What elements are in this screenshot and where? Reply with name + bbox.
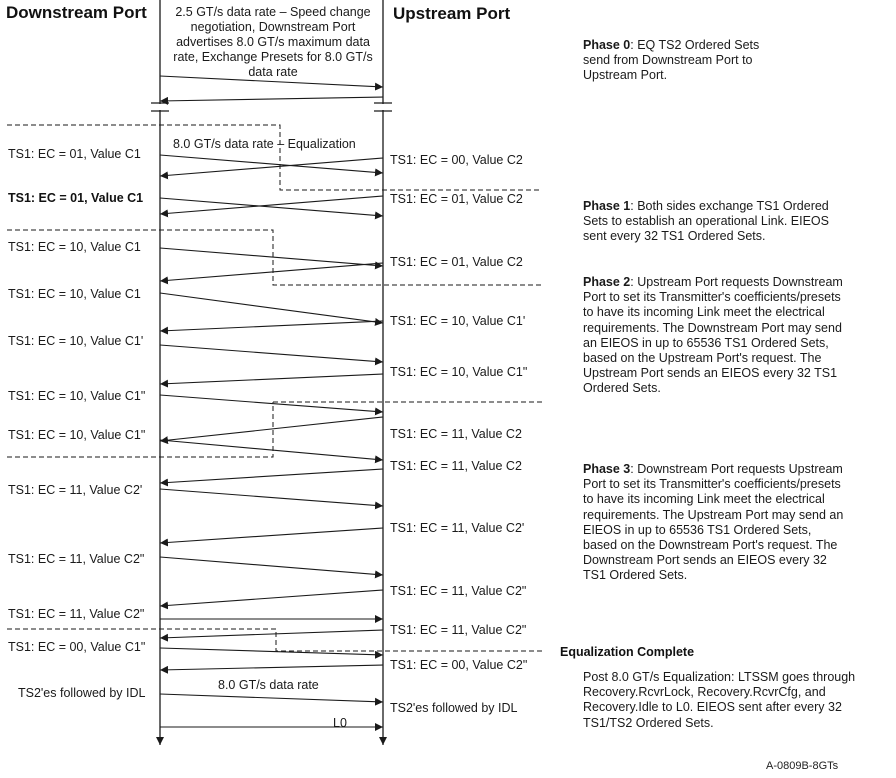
phase-2-text: : Upstream Port requests Downstream Port to set its Transmitter's coefficients/presets to have its incoming Link meet the electrical requirements. The Downstream Port may send an EIEOS in up to 65536 TS1 Ordered Sets, based on the Upstream Port's request. The Upstream Port sends an EIEOS every 32 TS1 Ordered Sets. <box>583 275 843 396</box>
right-label-8: TS1: EC = 11, Value C2' <box>390 521 525 535</box>
left-label-2: TS1: EC = 01, Value C1 <box>8 191 144 205</box>
right-label-3: TS1: EC = 01, Value C2 <box>390 255 523 269</box>
right-label-9: TS1: EC = 11, Value C2" <box>390 584 527 598</box>
left-label-4: TS1: EC = 10, Value C1 <box>8 287 141 301</box>
message-arrow-13 <box>160 395 383 412</box>
right-label-10: TS1: EC = 11, Value C2" <box>390 623 527 637</box>
upstream-port-header: Upstream Port <box>393 4 511 23</box>
message-arrow-9 <box>160 293 383 323</box>
message-arrow-12 <box>160 374 383 384</box>
message-arrow-11 <box>160 345 383 362</box>
rate-label: 8.0 GT/s data rate <box>218 678 319 692</box>
l0-label: L0 <box>333 716 347 730</box>
right-label-2: TS1: EC = 01, Value C2 <box>390 192 523 206</box>
message-arrow-4 <box>160 155 383 173</box>
message-arrow-7 <box>160 248 383 266</box>
message-arrow-6 <box>160 196 383 214</box>
message-arrow-3 <box>160 158 383 176</box>
left-label-11: TS1: EC = 00, Value C1" <box>8 640 146 654</box>
message-arrow-5 <box>160 198 383 216</box>
message-arrow-8 <box>160 263 383 281</box>
left-label-8: TS1: EC = 11, Value C2' <box>8 483 143 497</box>
message-arrow-2 <box>160 97 383 101</box>
message-arrow-19 <box>160 557 383 575</box>
message-arrow-16 <box>160 469 383 483</box>
right-label-11: TS1: EC = 00, Value C2" <box>390 658 528 672</box>
phase-3-title: Phase 3 <box>583 462 631 476</box>
right-label-1: TS1: EC = 00, Value C2 <box>390 153 523 167</box>
left-label-9: TS1: EC = 11, Value C2" <box>8 552 145 566</box>
phase-2-title: Phase 2 <box>583 275 631 289</box>
message-arrow-24 <box>160 665 383 670</box>
phase-2-description <box>583 275 848 397</box>
equalization-complete-label: Equalization Complete <box>560 645 695 659</box>
post-equalization-note: Post 8.0 GT/s Equalization: LTSSM goes through Recovery.RcvrLock, Recovery.RcvrCfg, and Recovery.Idle to L0. EIEOS sent after every 32 TS1/TS2 Ordered Sets. <box>583 670 856 730</box>
message-arrow-17 <box>160 489 383 506</box>
phase-3-text: : Downstream Port requests Upstream Port to set its Transmitter's coefficients/presets to have its incoming Link meet the electrical requirements. The Upstream Port may send an EIEOS in up to 65536 TS1 Ordered Sets, based on the Downstream Port's request. The Downstream Port sends an EIEOS every 32 TS1 Ordered Sets. <box>583 462 844 583</box>
phase-0-text: : EQ TS2 Ordered Sets send from Downstream Port to Upstream Port. <box>583 38 760 83</box>
speed-change-note: 2.5 GT/s data rate – Speed change negotiation, Downstream Port advertises 8.0 GT/s maximum data rate, Exchange Presets for 8.0 GT/s data rate <box>173 5 373 79</box>
phase-3-description <box>583 462 848 584</box>
right-label-12: TS2'es followed by IDL <box>390 701 518 715</box>
figure-id: A-0809B-8GTs <box>766 760 839 772</box>
downstream-port-header: Downstream Port <box>6 3 147 22</box>
left-label-10: TS1: EC = 11, Value C2" <box>8 607 145 621</box>
lifeline-gap-1 <box>158 104 162 110</box>
phase-0-title: Phase 0 <box>583 38 631 52</box>
message-arrow-20 <box>160 590 383 606</box>
message-arrow-22 <box>160 630 383 638</box>
message-arrow-18 <box>160 528 383 543</box>
phase-0-description <box>583 38 788 84</box>
left-label-3: TS1: EC = 10, Value C1 <box>8 240 141 254</box>
left-label-1: TS1: EC = 01, Value C1 <box>8 147 141 161</box>
right-label-7: TS1: EC = 11, Value C2 <box>390 459 522 473</box>
phase-1-title: Phase 1 <box>583 199 631 213</box>
phase-1-description <box>583 199 843 245</box>
equalization-note: 8.0 GT/s data rate – Equalization <box>173 137 356 151</box>
message-arrow-25 <box>160 694 383 702</box>
phase-1-text: : Both sides exchange TS1 Ordered Sets to establish an operational Link. EIEOS sent every 32 TS1 Ordered Sets. <box>583 199 829 244</box>
left-label-12: TS2'es followed by IDL <box>18 686 146 700</box>
right-label-6: TS1: EC = 11, Value C2 <box>390 427 522 441</box>
left-label-5: TS1: EC = 10, Value C1' <box>8 334 144 348</box>
message-arrow-14 <box>160 417 383 441</box>
right-label-4: TS1: EC = 10, Value C1' <box>390 314 526 328</box>
message-arrow-10 <box>160 321 383 331</box>
left-label-6: TS1: EC = 10, Value C1" <box>8 389 146 403</box>
lifeline-gap-2 <box>381 104 385 110</box>
right-label-5: TS1: EC = 10, Value C1" <box>390 365 528 379</box>
left-label-7: TS1: EC = 10, Value C1" <box>8 428 146 442</box>
